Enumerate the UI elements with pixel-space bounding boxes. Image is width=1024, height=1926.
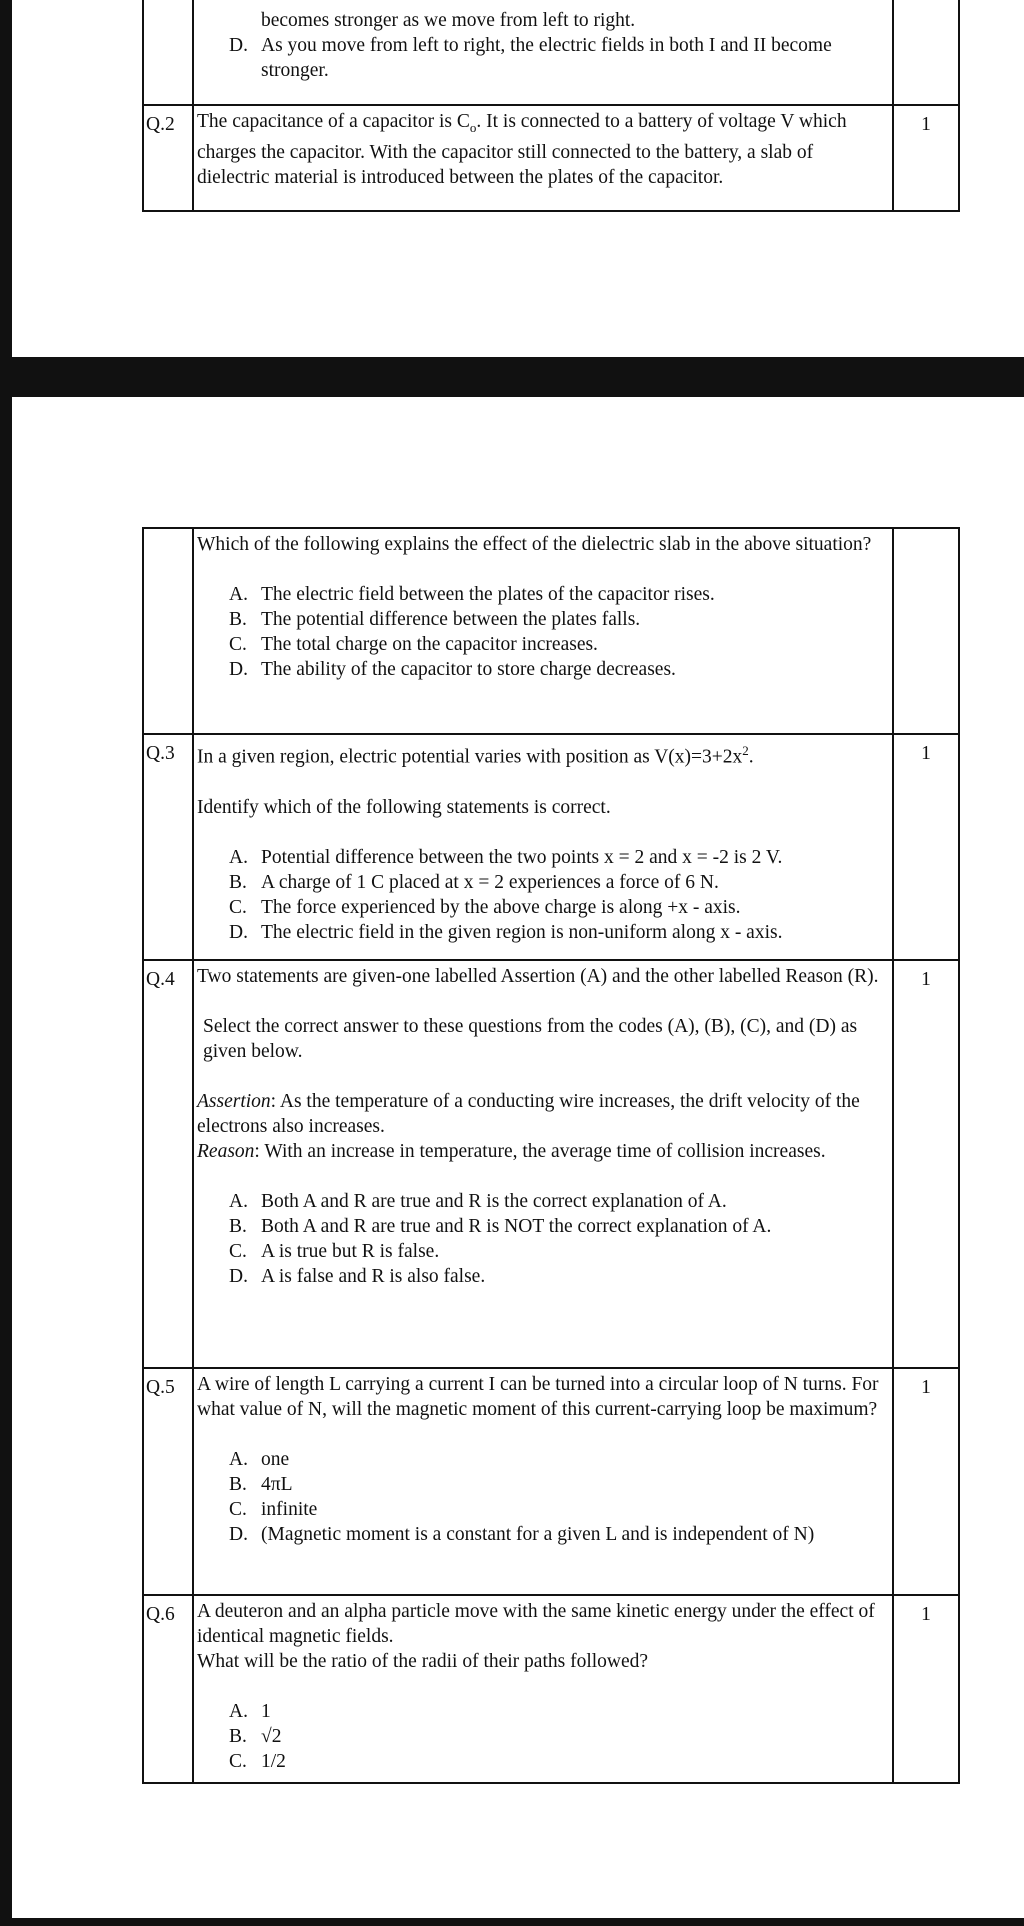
q3-stem: In a given region, electric potential varies with position as $V(x)=3+2x^2$.	[197, 743, 754, 768]
q5-stem: A wire of length L carrying a current I can be turned into a circular loop of N turns. For what value of N, will the magnetic moment of this current-carrying loop be maximum?	[197, 1374, 879, 1420]
option-item: C. 1/2	[229, 1751, 286, 1772]
q3-row	[143, 734, 959, 960]
question-table-bottom	[142, 527, 960, 1784]
option-item: B. The potential difference between the plates falls.	[229, 609, 641, 630]
option-item	[229, 8, 882, 33]
question-marks	[893, 528, 959, 734]
q1-tail-cell	[193, 0, 893, 105]
q4-intro: Two statements are given-one labelled Assertion (A) and the other labelled Reason (R).	[197, 966, 879, 987]
option-item: D. (Magnetic moment is a constant for a given L and is independent of N)	[229, 1524, 815, 1545]
question-body	[193, 1368, 893, 1595]
q2-options	[197, 582, 882, 682]
q2-question: Which of the following explains the effect of the dielectric slab in the above situation?	[197, 534, 872, 555]
q6-question: What will be the ratio of the radii of their paths followed?	[197, 1651, 649, 1672]
option-item: A. 1	[229, 1701, 271, 1722]
option-item: A. Both A and R are true and R is the correct explanation of A.	[229, 1191, 727, 1212]
page-separator-band	[0, 357, 1024, 397]
question-marks: 1	[893, 1595, 959, 1783]
q2-row	[143, 105, 959, 211]
q4-assertion: Assertion: As the temperature of a conducting wire increases, the drift velocity of the electrons also increases.	[197, 1091, 860, 1137]
q2-continuation-row	[143, 528, 959, 734]
option-item: B. 4πL	[229, 1474, 293, 1495]
question-table-top	[142, 0, 960, 212]
q1-marks-cell	[893, 0, 959, 105]
option-label: D.	[229, 35, 248, 56]
question-body	[193, 1595, 893, 1783]
q1-tail-row	[143, 0, 959, 105]
option-item: D. A is false and R is also false.	[229, 1266, 486, 1287]
option-item: B. √2	[229, 1726, 282, 1747]
question-body	[193, 105, 893, 211]
question-body	[193, 734, 893, 960]
question-body	[193, 528, 893, 734]
q4-options	[197, 1189, 882, 1289]
q1-number-cell	[143, 0, 193, 105]
option-item: B. Both A and R are true and R is NOT the correct explanation of A.	[229, 1216, 772, 1237]
q4-row	[143, 960, 959, 1368]
question-number: Q.3	[143, 734, 193, 960]
option-item: A. Potential difference between the two points x = 2 and x = -2 is 2 V.	[229, 846, 783, 868]
question-number: Q.4	[143, 960, 193, 1368]
q6-options	[197, 1699, 882, 1774]
option-item: C. The total charge on the capacitor increases.	[229, 634, 598, 655]
option-item: A. one	[229, 1449, 290, 1470]
question-number: Q.6	[143, 1595, 193, 1783]
q4-reason: Reason: With an increase in temperature, the average time of collision increases.	[197, 1141, 826, 1162]
bottom-edge-band	[0, 1918, 1024, 1926]
option-item	[229, 33, 882, 83]
q1-options	[197, 8, 882, 83]
q3-options	[197, 845, 882, 945]
left-edge-shadow	[0, 0, 12, 1926]
question-number	[143, 528, 193, 734]
option-item: C. A is true but R is false.	[229, 1241, 440, 1262]
question-marks: 1	[893, 960, 959, 1368]
q3-instruction: Identify which of the following statements is correct.	[197, 796, 611, 818]
question-marks: 1	[893, 105, 959, 211]
q6-stem: A deuteron and an alpha particle move with the same kinetic energy under the effect of identical magnetic fields.	[197, 1601, 875, 1647]
question-marks: 1	[893, 1368, 959, 1595]
option-item: B. A charge of 1 C placed at x = 2 experiences a force of 6 N.	[229, 871, 719, 893]
option-item: C. The force experienced by the above charge is along +x - axis.	[229, 896, 741, 918]
q5-options	[197, 1447, 882, 1547]
question-number: Q.2	[143, 105, 193, 211]
question-marks: 1	[893, 734, 959, 960]
question-body	[193, 960, 893, 1368]
option-item: C. infinite	[229, 1499, 318, 1520]
q5-row	[143, 1368, 959, 1595]
option-item: A. The electric field between the plates of the capacitor rises.	[229, 584, 715, 605]
q2-stem: The capacitance of a capacitor is $C_o$. It is connected to a battery of voltage V which charges the capacitor. With the capacitor still connected to the battery, a slab of dielectric material is introduced between the plates of the capacitor.	[197, 111, 847, 188]
q6-row	[143, 1595, 959, 1783]
q4-select: Select the correct answer to these questions from the codes (A), (B), (C), and (D) as given below.	[203, 1016, 858, 1062]
question-number: Q.5	[143, 1368, 193, 1595]
option-text: As you move from left to right, the electric fields in both I and II become stronger.	[261, 35, 832, 81]
option-text: becomes stronger as we move from left to right.	[261, 10, 636, 31]
option-item: D. The ability of the capacitor to store charge decreases.	[229, 659, 676, 680]
option-item: D. The electric field in the given region is non-uniform along x - axis.	[229, 921, 783, 943]
